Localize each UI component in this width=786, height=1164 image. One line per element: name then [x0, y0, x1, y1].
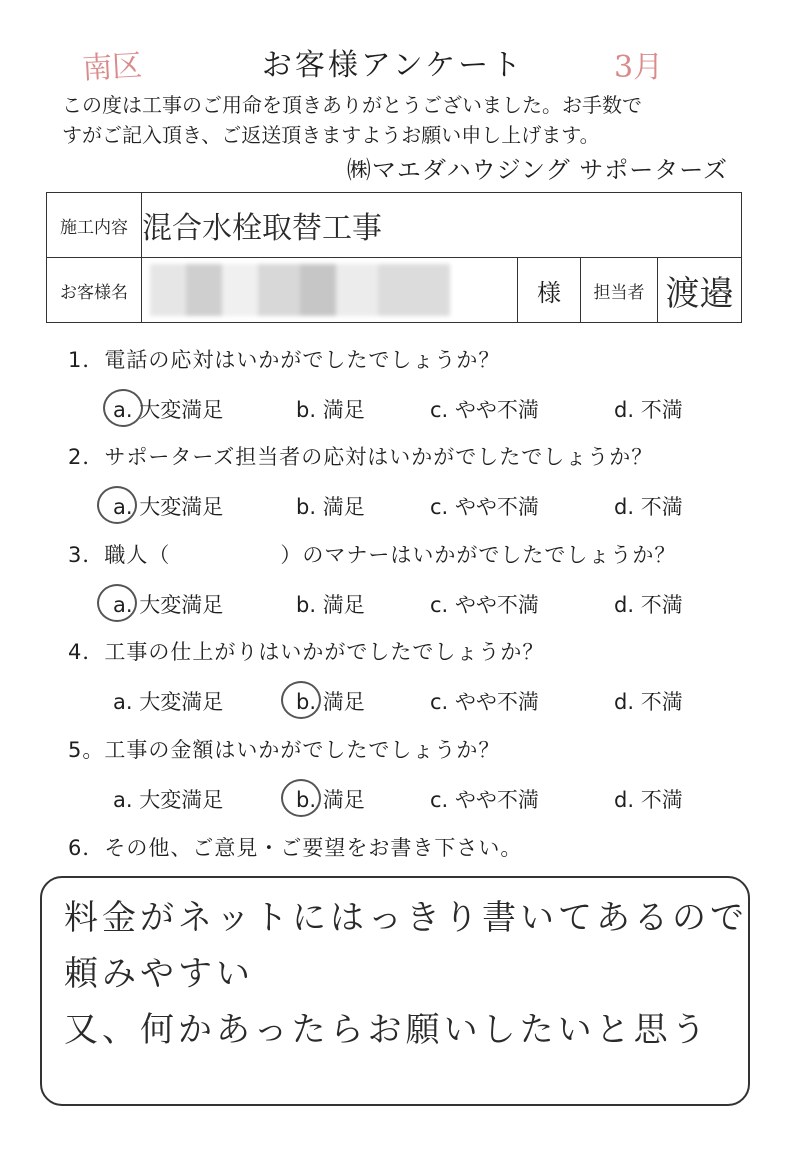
- month-note: 3月: [614, 50, 664, 85]
- q3-option-d: d. 不満: [614, 593, 683, 617]
- q1-option-c: c. やや不満: [430, 398, 539, 422]
- comment-line-1: 料金がネットにはっきり書いてあるので: [64, 898, 748, 938]
- q2-option-c: c. やや不満: [430, 495, 539, 519]
- customer-label: お客様名: [47, 258, 142, 323]
- page-title: お客様アンケート: [261, 48, 525, 83]
- q2-option-a: a. 大変満足: [113, 495, 224, 519]
- question-6: 6．その他、ご意見・ご要望をお書き下さい。: [68, 836, 523, 860]
- work-row: [47, 193, 742, 258]
- customer-name-field: [142, 258, 518, 323]
- q5-option-d: d. 不満: [614, 788, 683, 812]
- q3-option-c: c. やや不満: [430, 593, 539, 617]
- redacted-name: [150, 264, 450, 316]
- comment-line-2: 頼みやすい: [64, 954, 254, 994]
- q3-option-a: a. 大変満足: [113, 593, 224, 617]
- staff-name: 渡邉: [658, 258, 742, 323]
- q2-option-d: d. 不満: [614, 495, 683, 519]
- q4-option-b: b. 満足: [296, 690, 365, 714]
- q2-option-b: b. 満足: [296, 495, 365, 519]
- honorific-label: 様: [518, 258, 581, 323]
- q1-option-a: a. 大変満足: [113, 398, 224, 422]
- q4-option-d: d. 不満: [614, 690, 683, 714]
- intro-text: [62, 90, 752, 150]
- comment-line-3: 又、何かあったらお願いしたいと思う: [64, 1010, 710, 1050]
- q5-option-c: c. やや不満: [430, 788, 539, 812]
- work-label: 施工内容: [47, 193, 142, 258]
- question-2: 2．サポーターズ担当者の応対はいかがでしたでしょうか？: [68, 445, 654, 469]
- q4-option-c: c. やや不満: [430, 690, 539, 714]
- intro-line-2: すがご記入頂き、ご返送頂きますようお願い申し上げます。: [62, 123, 600, 147]
- question-5: 5。工事の金額はいかがでしたでしょうか？: [68, 738, 501, 762]
- q1-option-d: d. 不満: [614, 398, 683, 422]
- work-content: 混合水栓取替工事: [142, 193, 742, 258]
- intro-line-1: この度は工事のご用命を頂きありがとうございました。お手数で: [62, 93, 642, 117]
- q1-option-b: b. 満足: [296, 398, 365, 422]
- question-4: 4．工事の仕上がりはいかがでしたでしょうか？: [68, 640, 545, 664]
- info-table: [46, 192, 742, 323]
- q5-option-a: a. 大変満足: [113, 788, 224, 812]
- area-note: 南区: [81, 48, 144, 87]
- staff-label: 担当者: [581, 258, 658, 323]
- company-name: ㈱マエダハウジング サポーターズ: [346, 156, 728, 184]
- q4-option-a: a. 大変満足: [113, 690, 224, 714]
- q5-option-b: b. 満足: [296, 788, 365, 812]
- question-1: 1．電話の応対はいかがでしたでしょうか？: [68, 348, 501, 372]
- q3-option-b: b. 満足: [296, 593, 365, 617]
- customer-row: [47, 258, 742, 323]
- question-3: 3．職人（ ）のマナーはいかがでしたでしょうか？: [68, 543, 677, 567]
